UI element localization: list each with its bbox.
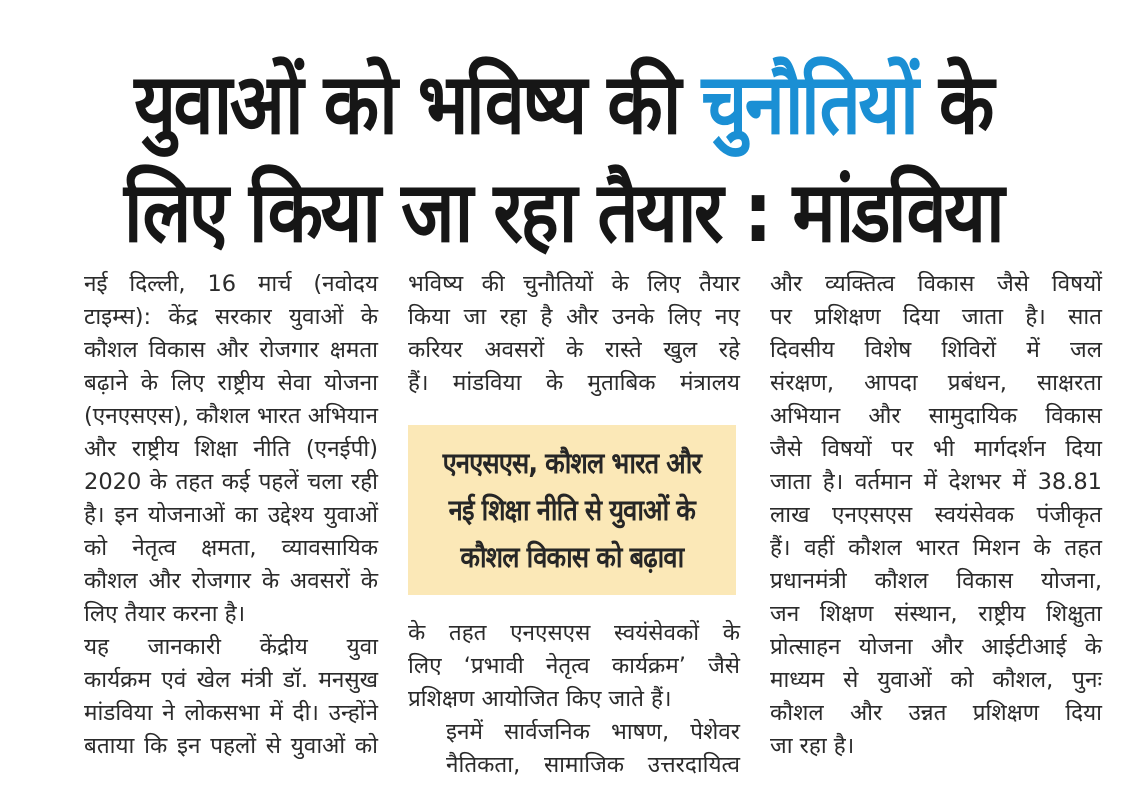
text-line: के तहत एनएसएस स्वयंसेवकों के	[408, 620, 740, 646]
paragraph	[770, 268, 1102, 763]
text-line: जा रहा है।	[770, 733, 855, 759]
text-line: प्रोत्साहन योजना और आईटीआई के	[770, 634, 1102, 660]
text-line: है। इन योजनाओं का उद्देश्य युवाओं	[84, 502, 378, 528]
headline-line-2: लिए किया जा रहा तैयार : मांडविया	[123, 163, 1003, 261]
paragraph	[408, 268, 740, 400]
text-line: और व्यक्तित्व विकास जैसे विषयों	[770, 271, 1102, 297]
text-line: कौशल और उन्नत प्रशिक्षण दिया	[770, 700, 1102, 726]
highlight-pullquote	[408, 425, 736, 595]
pullquote-line: एनएसएस, कौशल भारत और	[442, 445, 702, 480]
text-line: माध्यम से युवाओं को कौशल, पुनः	[770, 667, 1102, 693]
text-line: (एनएसएस), कौशल भारत अभियान	[84, 403, 378, 429]
text-line: दिवसीय विशेष शिविरों में जल	[770, 337, 1102, 363]
text-line: मांडविया ने लोकसभा में दी। उन्होंने	[84, 700, 378, 726]
text-line: इनमें सार्वजनिक भाषण, पेशेवर	[446, 719, 740, 745]
article-column-1	[46, 268, 378, 763]
paragraph	[408, 617, 740, 716]
article-column-3	[770, 268, 1102, 763]
paragraph	[408, 716, 740, 782]
text-line: बताया कि इन पहलों से युवाओं को	[84, 733, 378, 759]
pullquote-text	[443, 440, 701, 581]
article-column-2	[408, 268, 740, 400]
text-line: लाख एनएसएस स्वयंसेवक पंजीकृत	[770, 502, 1102, 528]
paragraph	[46, 268, 378, 631]
article-headline	[0, 50, 1126, 266]
text-line: नई दिल्ली, 16 मार्च (नवोदय	[84, 271, 378, 297]
text-line: प्रशिक्षण आयोजित किए जाते हैं।	[408, 686, 672, 712]
text-line: प्रधानमंत्री कौशल विकास योजना,	[770, 568, 1102, 594]
text-line: जन शिक्षण संस्थान, राष्ट्रीय शिक्षुता	[770, 601, 1102, 627]
text-line: करियर अवसरों के रास्ते खुल रहे	[408, 337, 740, 363]
text-line: बढ़ाने के लिए राष्ट्रीय सेवा योजना	[84, 370, 378, 396]
text-line: नैतिकता, सामाजिक उत्तरदायित्व	[446, 752, 740, 778]
pullquote-line: कौशल विकास को बढ़ावा	[460, 539, 684, 574]
text-line: लिए ‘प्रभावी नेतृत्व कार्यक्रम’ जैसे	[408, 653, 740, 679]
text-line: जैसे विषयों पर भी मार्गदर्शन दिया	[770, 436, 1102, 462]
text-line: पर प्रशिक्षण दिया जाता है। सात	[770, 304, 1102, 330]
text-line: कार्यक्रम एवं खेल मंत्री डॉ. मनसुख	[84, 667, 378, 693]
headline-line-1	[79, 50, 1047, 158]
text-line: किया जा रहा है और उनके लिए नए	[408, 304, 740, 330]
text-line: हैं। मांडविया के मुताबिक मंत्रालय	[408, 370, 740, 396]
text-line: टाइम्स): केंद्र सरकार युवाओं के	[84, 304, 378, 330]
paragraph	[46, 631, 378, 763]
text-line: कौशल विकास और रोजगार क्षमता	[84, 337, 378, 363]
headline-text: युवाओं को भविष्य की	[134, 55, 702, 153]
text-line: कौशल और रोजगार के अवसरों के	[84, 568, 378, 594]
text-line: जाता है। वर्तमान में देशभर में 38.81	[770, 469, 1102, 495]
text-line: यह जानकारी केंद्रीय युवा	[84, 634, 378, 660]
pullquote-line: नई शिक्षा नीति से युवाओं के	[448, 492, 696, 527]
text-line: और राष्ट्रीय शिक्षा नीति (एनईपी)	[84, 436, 378, 462]
text-line: लिए तैयार करना है।	[84, 601, 246, 627]
text-line: 2020 के तहत कई पहलें चला रही	[84, 469, 378, 495]
headline-accent-word: चुनौतियों	[701, 55, 917, 153]
text-line: संरक्षण, आपदा प्रबंधन, साक्षरता	[770, 370, 1102, 396]
article-column-2-continued	[408, 617, 740, 782]
headline-text: के	[916, 55, 992, 153]
text-line: अभियान और सामुदायिक विकास	[770, 403, 1102, 429]
text-line: को नेतृत्व क्षमता, व्यावसायिक	[84, 535, 378, 561]
text-line: हैं। वहीं कौशल भारत मिशन के तहत	[770, 535, 1102, 561]
text-line: भविष्य की चुनौतियों के लिए तैयार	[408, 271, 740, 297]
